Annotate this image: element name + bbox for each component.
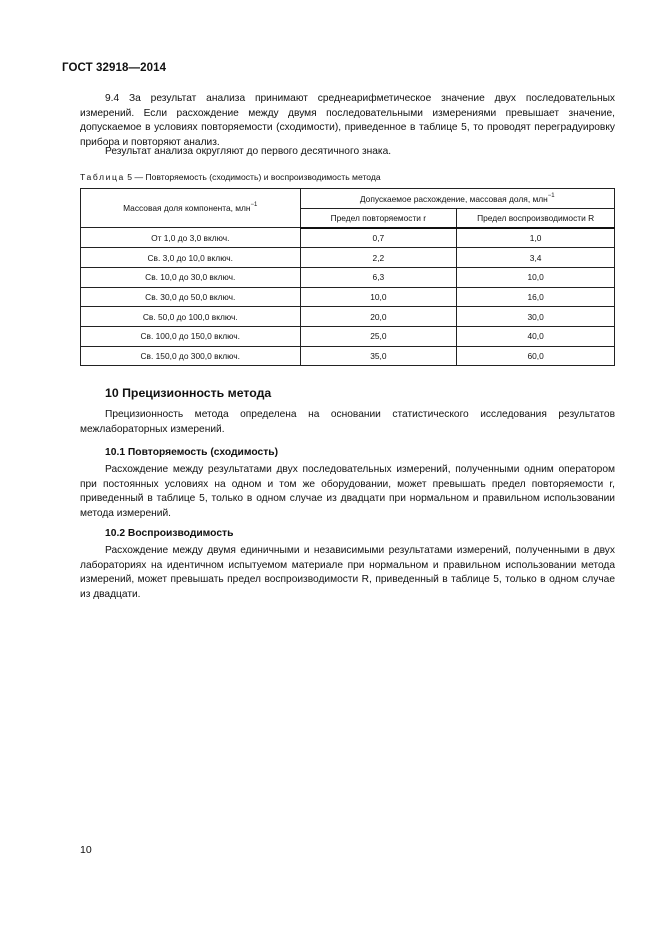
- header-allowed-difference: Допускаемое расхождение, массовая доля, млн$^{-1}$: [300, 189, 615, 209]
- paragraph-rounding: [80, 145, 615, 160]
- table-caption: [80, 172, 381, 182]
- table-cell-r: 35,0: [300, 346, 457, 366]
- paragraph-rounding-text: Результат анализа округляют до первого десятичного знака.: [105, 146, 392, 157]
- table-row: [81, 346, 615, 366]
- table-cell-r: 10,0: [457, 267, 615, 287]
- table-cell-r: 2,2: [300, 248, 457, 268]
- table-cell-r: 20,0: [300, 307, 457, 327]
- table-cell-range: Св. 3,0 до 10,0 включ.: [81, 248, 301, 268]
- table-cell-range: Св. 30,0 до 50,0 включ.: [81, 287, 301, 307]
- table-cell-r: 10,0: [300, 287, 457, 307]
- table-cell-range: Св. 10,0 до 30,0 включ.: [81, 267, 301, 287]
- table-cell-r: 30,0: [457, 307, 615, 327]
- table-cell-r: 60,0: [457, 346, 615, 366]
- paragraph-9-4: [80, 92, 615, 150]
- table-row: [81, 307, 615, 327]
- paragraph-9-4-text: 9.4 За результат анализа принимают среднеарифметическое значение двух последовательных измерений. Если расхождение между двумя последовательными измерениями превышает значение, допускаемое в условиях повторяемости (сходимости), приведенное в таблице 5, то проводят перегрaдуировку прибора и повторяют анализ.: [80, 93, 615, 148]
- precision-table: [80, 188, 615, 366]
- table-cell-r: 6,3: [300, 267, 457, 287]
- document-header: ГОСТ 32918—2014: [62, 62, 167, 74]
- table-cell-r: 16,0: [457, 287, 615, 307]
- table-cell-r: 40,0: [457, 326, 615, 346]
- table-cell-range: Св. 100,0 до 150,0 включ.: [81, 326, 301, 346]
- section-10-2-title: 10.2 Воспроизводимость: [105, 528, 234, 539]
- header-repeatability: Предел повторяемости r: [300, 209, 457, 228]
- page-number: 10: [80, 844, 92, 856]
- paragraph-10-1-text: Расхождение между результатами двух последовательных измерений, полученными одним оператором при постоянных условиях на одном и том же оборудовании, может превышать предел повторяемости r, приведенный в таблице 5, только в одном случае из двадцати при нормальном и правильном использовании метода измерений.: [80, 464, 615, 519]
- table-cell-r: 3,4: [457, 248, 615, 268]
- table-caption-label: Таблица: [80, 172, 125, 182]
- table-cell-range: От 1,0 до 3,0 включ.: [81, 228, 301, 248]
- paragraph-10-2-text: Расхождение между двумя единичными и независимыми результатами измерений, полученными в двух лабораториях на идентичном испытуемом материале при нормальном и правильном использовании метода измерений, может превышать предел воспроизводимости R, приведенный в таблице 5, только в одном случае из двадцати.: [80, 545, 615, 600]
- paragraph-10-text: Прецизионность метода определена на основании статистического исследования результатов межлабораторных измерений.: [80, 409, 615, 435]
- header-reproducibility: Предел воспроизводимости R: [457, 209, 615, 228]
- table-caption-text: 5 — Повторяемость (сходимость) и воспроизводимость метода: [127, 172, 381, 182]
- header-mass-fraction: Массовая доля компонента, млн$^{-1}$: [81, 189, 301, 228]
- section-10-title: 10 Прецизионность метода: [105, 386, 272, 400]
- paragraph-10: [80, 408, 615, 437]
- paragraph-10-2: [80, 544, 615, 602]
- table-row: [81, 326, 615, 346]
- table-cell-r: 25,0: [300, 326, 457, 346]
- table-row: [81, 287, 615, 307]
- table-row: [81, 248, 615, 268]
- section-10-1-title: 10.1 Повторяемость (сходимость): [105, 447, 279, 458]
- table-cell-range: Св. 150,0 до 300,0 включ.: [81, 346, 301, 366]
- table-cell-r: 1,0: [457, 228, 615, 248]
- paragraph-10-1: [80, 463, 615, 521]
- table-body: [81, 228, 615, 366]
- table-row: [81, 228, 615, 248]
- table-cell-r: 0,7: [300, 228, 457, 248]
- table-cell-range: Св. 50,0 до 100,0 включ.: [81, 307, 301, 327]
- table-row: [81, 267, 615, 287]
